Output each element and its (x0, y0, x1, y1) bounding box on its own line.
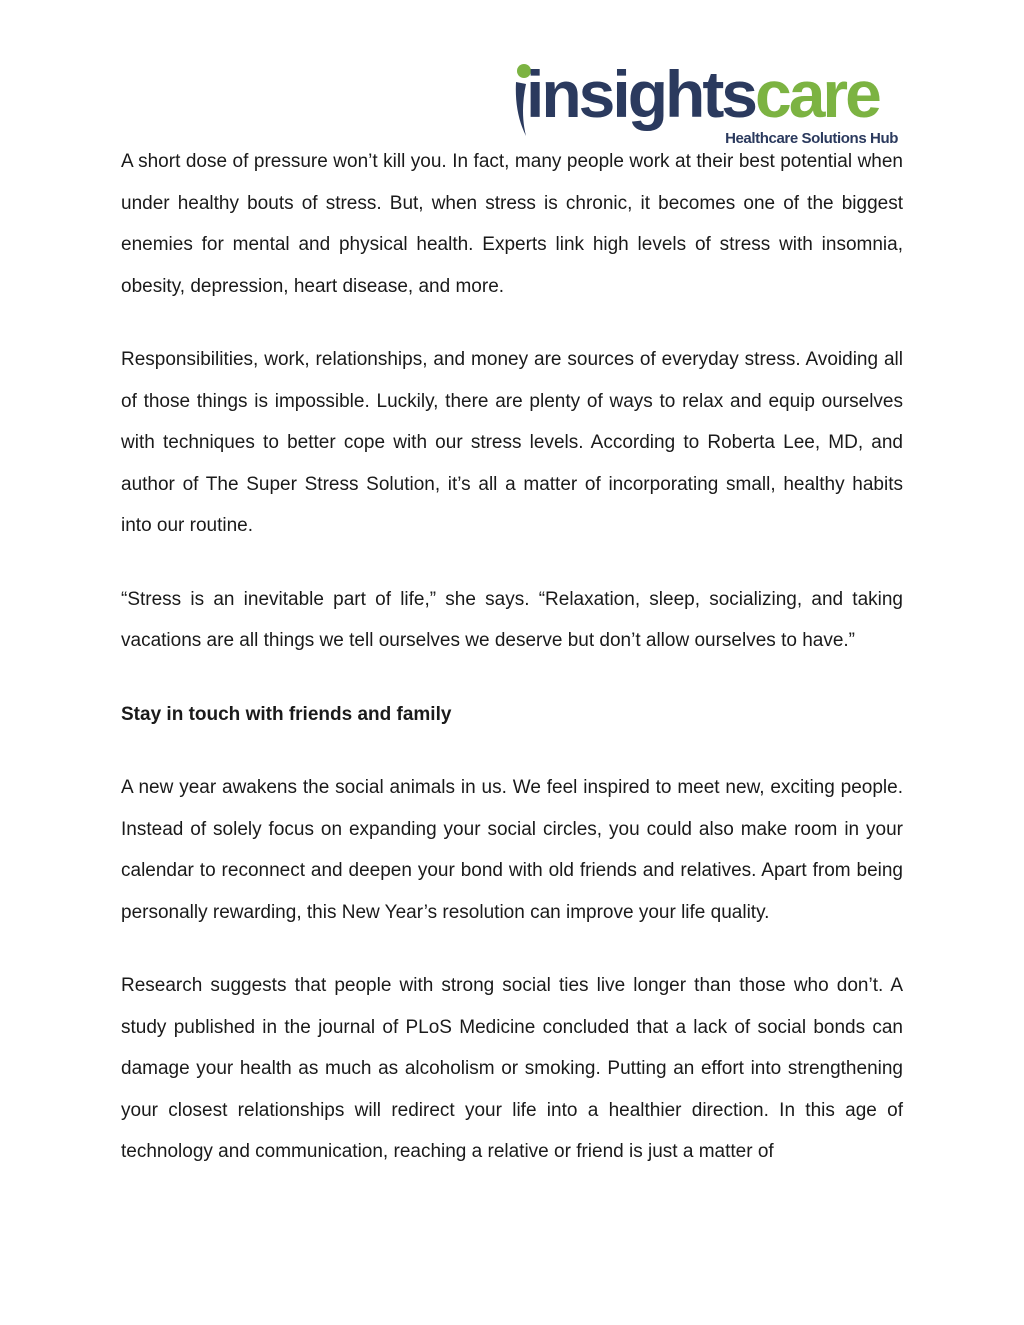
paragraph-quote: “Stress is an inevitable part of life,” she says. “Relaxation, sleep, socializing, and taking vacations are all things we tell ourselves we deserve but don’t allow ourselves to have.” (121, 588, 903, 651)
paragraph-intro: A short dose of pressure won’t kill you. In fact, many people work at their best potential when under healthy bouts of stress. But, when stress is chronic, it becomes one of the biggest enemies for mental and physical health. Experts link high levels of stress with insomnia, obesity, depression, heart disease, and more. (121, 151, 903, 297)
logo-tagline: Healthcare Solutions Hub (725, 130, 898, 147)
paragraph-research: Research suggests that people with strong social ties live longer than those who don’t. A study published in the journal of PLoS Medicine concluded that a lack of social bonds can damage your health as much as alcoholism or smoking. Putting an effort into strengthening your closest relationships will redirect your life into a healthier direction. In this age of technology and communication, reaching a relative or friend is just a matter of (121, 975, 903, 1162)
logo-wordmark-insights: insights (526, 57, 756, 131)
paragraph-sources-of-stress: Responsibilities, work, relationships, and money are sources of everyday stress. Avoiding all of those things is impossible. Luckily, there are plenty of ways to relax and equip ourselves with techniques to better cope with our stress levels. According to Roberta Lee, MD, and author of The Super Stress Solution, it’s all a matter of incorporating small, healthy habits into our routine. (121, 349, 903, 536)
article-body (121, 141, 903, 1205)
logo-wordmark (526, 54, 879, 134)
paragraph-social-animals: A new year awakens the social animals in us. We feel inspired to meet new, exciting people. Instead of solely focus on expanding your social circles, you could also make room in your calendar to reconnect and deepen your bond with old friends and relatives. Apart from being personally rewarding, this New Year’s resolution can improve your life quality. (121, 777, 903, 923)
insightscare-logo (512, 58, 904, 150)
section-heading: Stay in touch with friends and family (121, 703, 452, 725)
logo-wordmark-care: care (755, 57, 879, 131)
